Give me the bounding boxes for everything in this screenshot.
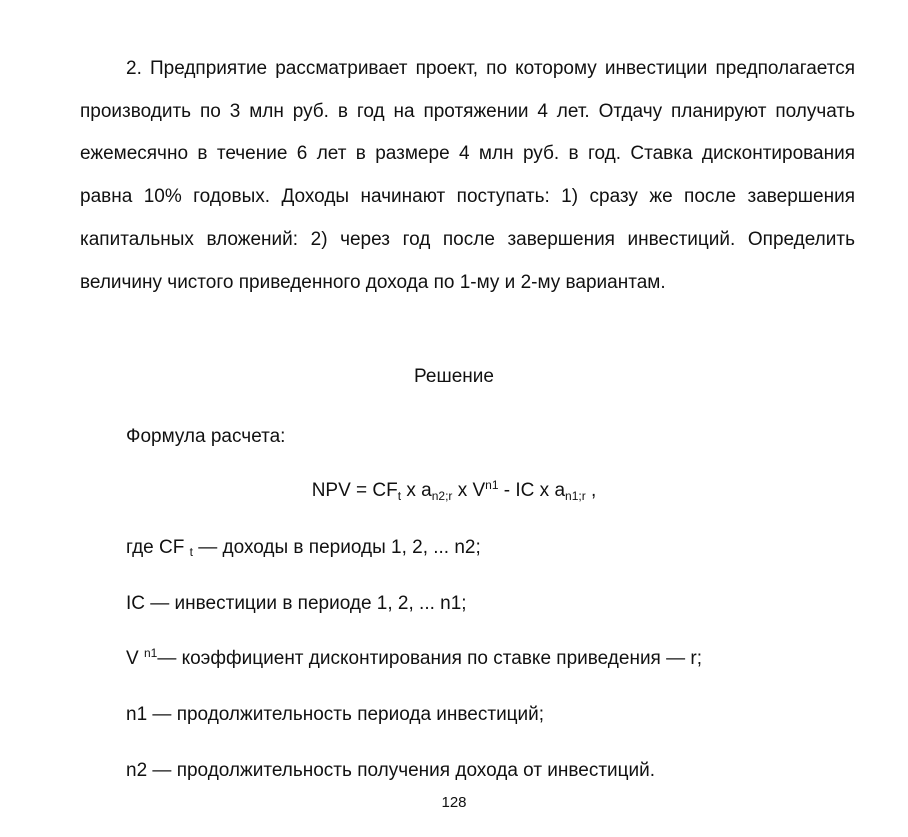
solution-heading: Решение [414,366,494,387]
formula-part: x a [401,480,432,501]
definition-ic: IC — инвестиции в периоде 1, 2, ... n1; [126,593,467,614]
formula-subscript: t [397,489,402,503]
formula-superscript: n1 [485,478,499,492]
formula-part: NPV = CF [311,480,398,501]
formula-part: , [585,480,597,501]
formula-label: Формула расчета: [126,426,286,447]
definition-n1: n1 — продолжительность периода инвестиций; [126,704,545,725]
definition-n2: n2 — продолжительность получения дохода от инвестиций. [126,760,656,781]
formula-subscript: n2;r [431,489,453,503]
definition-text: — доходы в периоды 1, 2, ... n2; [192,537,481,558]
definition-term: V [126,648,144,669]
definition-text: — коэффициент дисконтирования по ставке приведения — r; [157,648,703,669]
definition-subscript: t [189,545,193,559]
page-number: 128 [441,794,467,811]
npv-formula [0,480,908,502]
formula-subscript: n1;r [565,489,586,503]
definition-v [126,648,702,670]
problem-statement: 2. Предприятие рассматривает проект, по которому инвестиции предполагается производить по 3 млн руб. в год на протяжении 4 лет. Отдачу планируют получать ежемесячно в течение 6 лет в размере 4 млн руб. в год. Ставка дисконтирования равна 10% годовых. Доходы начинают поступать: 1) сразу же после завершения капитальных вложений: 2) через год после завершения инвестиций. Определить величину чистого приведенного дохода по 1-му и 2-му вариантам. [80,58,855,293]
definition-cf [126,537,481,559]
definition-superscript: n1 [143,646,158,660]
definition-term: где CF [126,537,190,558]
formula-part: x V [452,480,486,501]
formula-part: - IC x a [498,480,566,501]
